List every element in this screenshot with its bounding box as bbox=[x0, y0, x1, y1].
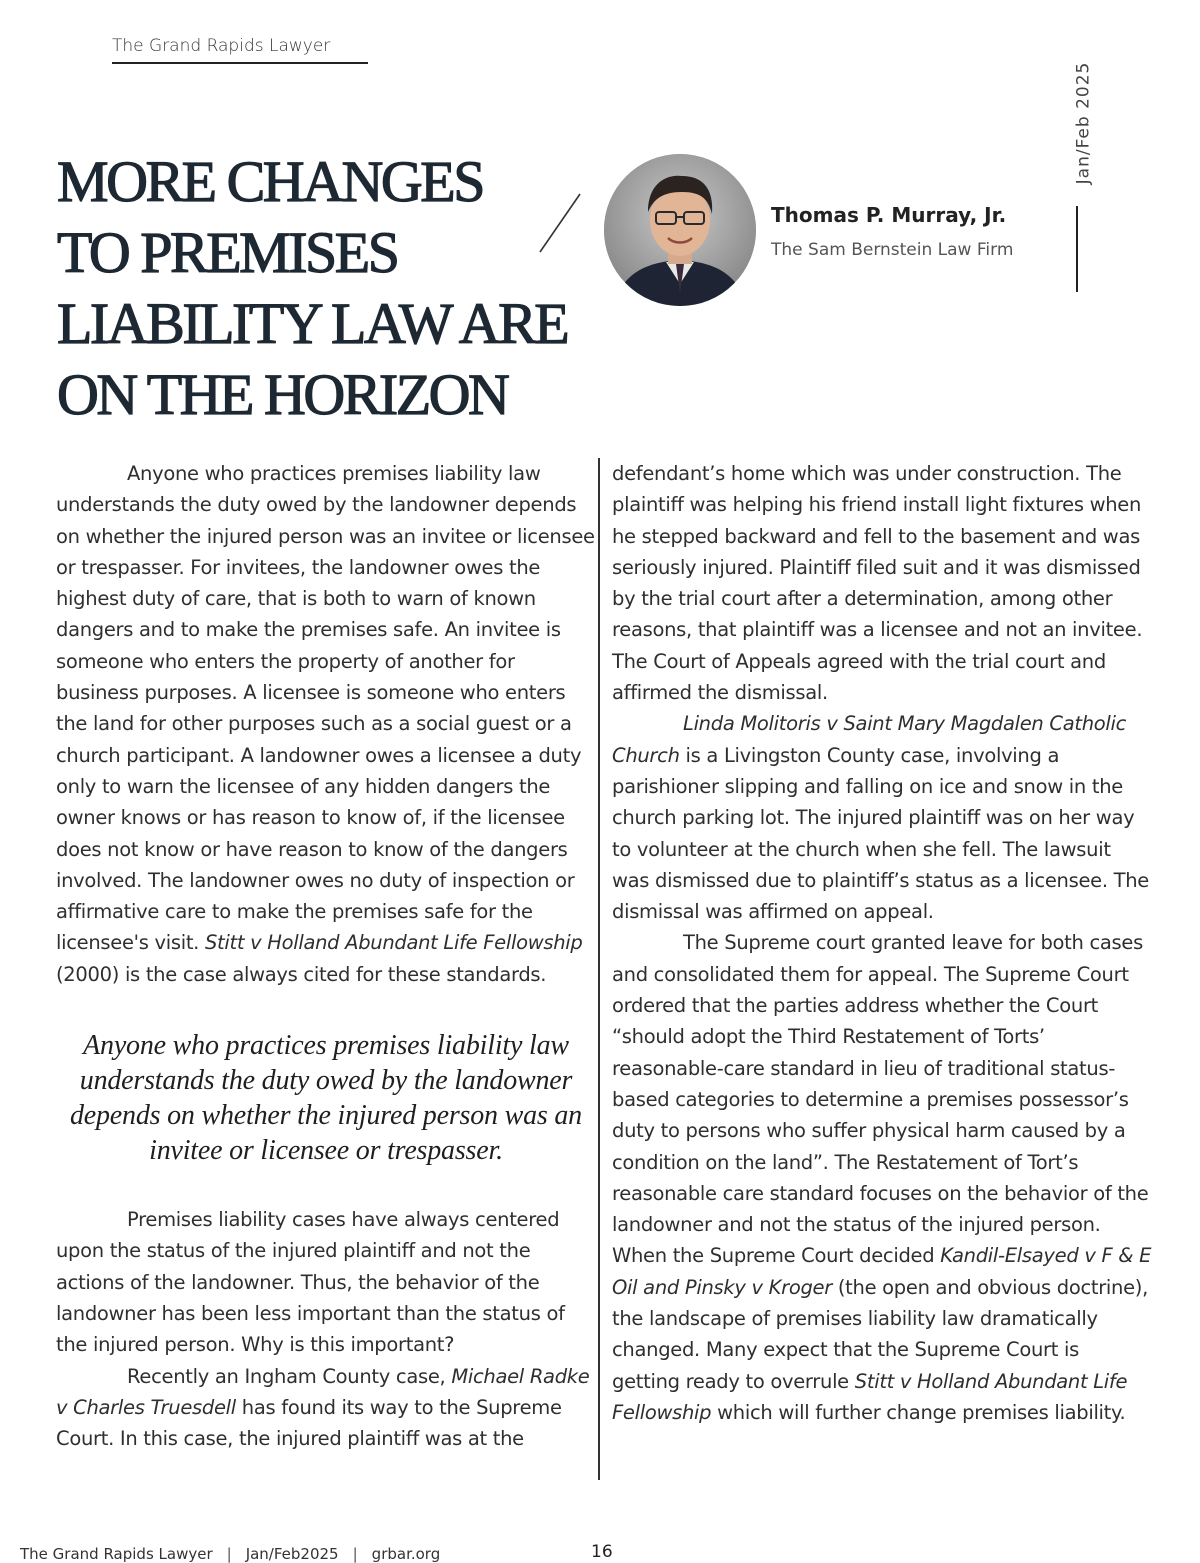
paragraph-text: which will further change premises liability. bbox=[711, 1400, 1126, 1424]
paragraph-text: (the open and obvious doctrine), the landscape of premises liability law dramatically changed. Many expect that the Supreme Court is getting ready to overrule bbox=[612, 1275, 1149, 1393]
author-firm: The Sam Bernstein Law Firm bbox=[771, 240, 1014, 260]
slash-divider bbox=[538, 192, 582, 254]
case-citation: Michael Radke v Charles Truesdell bbox=[56, 1364, 590, 1419]
body-paragraph: Premises liability cases have always centered upon the status of the injured plaintiff and not the actions of the landowner. Thus, the behavior of the landowner has been less important than the status of the injured person. Why is this important? bbox=[56, 1208, 565, 1357]
case-citation: Stitt v Holland Abundant Life Fellowship bbox=[204, 931, 583, 955]
left-column bbox=[56, 458, 596, 1454]
paragraph-text: is a Livingston County case, involving a parishioner slipping and falling on ice and snow in the church parking lot. The injured plaintiff was on her way to volunteer at the church when she fell. The lawsuit was dismissed due to plaintiff’s status as a licensee. The dismissal was affirmed on appeal. bbox=[612, 743, 1149, 924]
footer-separator: | bbox=[226, 1545, 232, 1563]
body-paragraph bbox=[612, 708, 1152, 927]
paragraph-text: Anyone who practices premises liability law understands the duty owed by the landowner depends on whether the injured person was an invitee or licensee or trespasser. For invitees, the landowner owes the highest duty of care, that is both to warn of known dangers and to make the premises safe. An invitee is someone who enters the property of another for business purposes. A licensee is someone who enters the land for other purposes such as a social guest or a church participant. A landowner owes a licensee a duty only to warn the licensee of any hidden dangers the owner knows or has reason to know of, if the licensee does not know or have reason to know of the dangers involved. The landowner owes no duty of inspection or affirmative care to make the premises safe for the licensee's visit. bbox=[56, 462, 595, 955]
footer-publication: The Grand Rapids Lawyer bbox=[20, 1545, 213, 1563]
author-photo bbox=[604, 154, 756, 306]
body-paragraph bbox=[56, 458, 596, 990]
paragraph-text: has found its way to the Supreme Court. In this case, the injured plaintiff was at the bbox=[56, 1395, 562, 1451]
body-paragraph: defendant’s home which was under construction. The plaintiff was helping his friend install light fixtures when he stepped backward and fell to the basement and was seriously injured. Plaintiff filed suit and it was dismissed by the trial court after a determination, among other reasons, that plaintiff was a licensee and not an invitee. The Court of Appeals agreed with the trial court and affirmed the dismissal. bbox=[612, 462, 1143, 705]
article-headline bbox=[57, 146, 627, 430]
paragraph-text: (2000) is the case always cited for these standards. bbox=[56, 962, 547, 986]
page-footer bbox=[20, 1545, 440, 1563]
author-name: Thomas P. Murray, Jr. bbox=[771, 203, 1007, 227]
body-paragraph bbox=[612, 927, 1152, 1428]
page-number: 16 bbox=[591, 1542, 613, 1562]
paragraph-text: The Supreme court granted leave for both cases and consolidated them for appeal. The Supreme Court ordered that the parties address whether the Court “should adopt the Third Restatement of Torts’ reasonable-care standard in lieu of traditional status-based categories to determine a premises possessor’s duty to persons who suffer physical harm caused by a condition on the land”. The Restatement of Tort’s reasonable care standard focuses on the behavior of the landowner and not the status of the injured person. When the Supreme Court decided bbox=[612, 931, 1149, 1268]
case-citation: Kandil-Elsayed v F & E Oil and Pinsky v Kroger bbox=[612, 1244, 1152, 1299]
right-column bbox=[612, 458, 1152, 1428]
side-date bbox=[1068, 62, 1098, 184]
masthead: The Grand Rapids Lawyer bbox=[112, 36, 368, 64]
footer-site: grbar.org bbox=[371, 1545, 441, 1563]
footer-issue: Jan/Feb2025 bbox=[245, 1545, 339, 1563]
column-divider bbox=[598, 458, 600, 1480]
pull-quote: Anyone who practices premises liability law understands the duty owed by the landowner depends on whether the injured person was an invitee or licensee or trespasser. bbox=[69, 1030, 582, 1167]
headline-line: MORE CHANGES bbox=[57, 149, 483, 214]
footer-separator: | bbox=[352, 1545, 358, 1563]
headline-line: LIABILITY LAW ARE bbox=[57, 291, 568, 356]
paragraph-text: Recently an Ingham County case, bbox=[127, 1364, 452, 1388]
body-paragraph bbox=[56, 1361, 596, 1455]
side-date-label: Jan/Feb 2025 bbox=[1073, 61, 1094, 185]
headline-line: ON THE HORIZON bbox=[57, 362, 508, 427]
case-citation: Stitt v Holland Abundant Life Fellowship bbox=[612, 1369, 1128, 1424]
case-citation: Linda Molitoris v Saint Mary Magdalen Catholic Church bbox=[612, 712, 1127, 767]
side-divider bbox=[1076, 206, 1078, 292]
headline-line: TO PREMISES bbox=[57, 220, 398, 285]
